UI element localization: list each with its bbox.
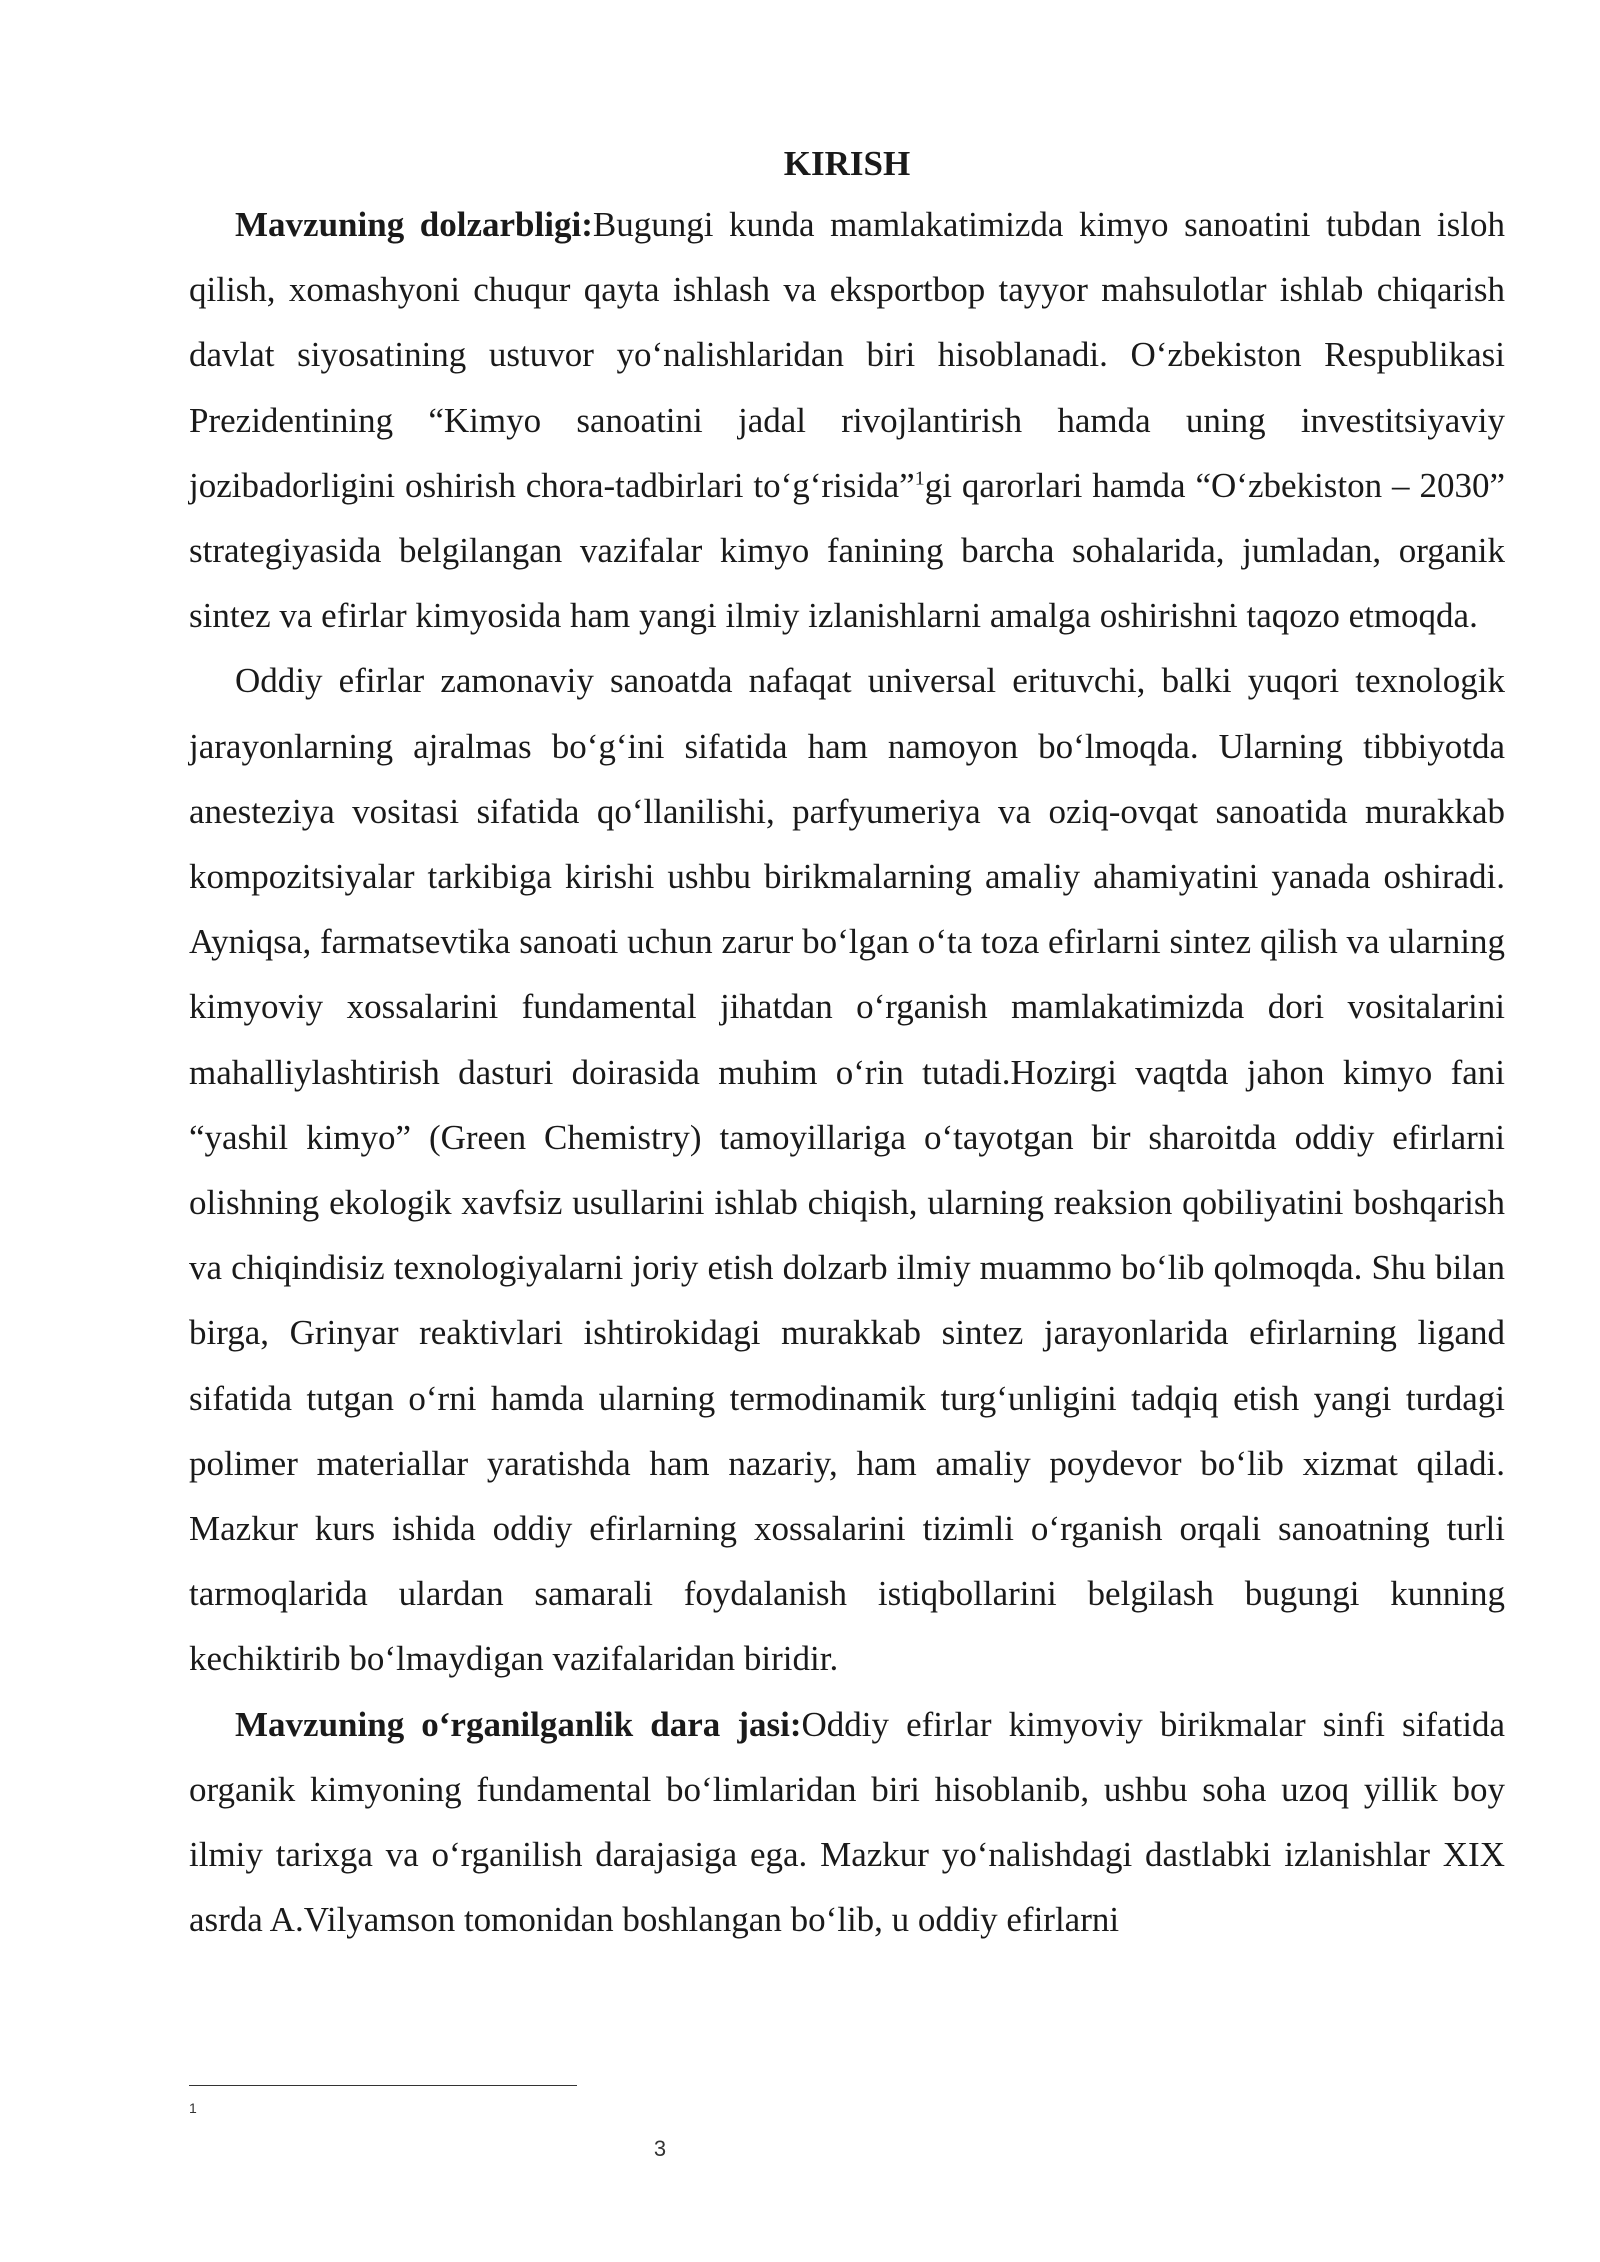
- paragraph-text-relevance-part2: gi qarorlari hamda “O‘zbekiston – 2030” strategiyasida belgilangan vazifalar kimyo fanining barcha sohalarida, jumladan, organik sintez va efirlar kimyosida ham yangi ilmiy izlanishlarni amalga oshirishni taqozo etmoqda.: [189, 465, 1506, 636]
- paragraph-text-relevance-part1: Bugungi kunda mamlakatimizda kimyo sanoatini tubdan isloh qilish, xomashyoni chuqur qayta ishlash va eksportbop tayyor mahsulotlar ishlab chiqarish davlat siyosatining ustuvor yo‘nalishlaridan biri hisoblanadi. O‘zbekiston Respublikasi Prezidentining “Kimyo sanoatini jadal rivojlantirish hamda uning investitsiyaviy jozibadorligini oshirish chora-tadbirlari to‘g‘risida”: [189, 205, 1505, 505]
- footnote-number: 1: [189, 2100, 197, 2116]
- footnote-reference[interactable]: 1: [914, 467, 925, 490]
- page-body: [189, 136, 1505, 1952]
- paragraph-ethers-applications: Oddiy efirlar zamonaviy sanoatda nafaqat universal erituvchi, balki yuqori texnologik jarayonlarning ajralmas bo‘g‘ini sifatida ham namoyon bo‘lmoqda. Ularning tibbiyotda anesteziya vositasi sifatida qo‘llanilishi, parfyumeriya va oziq-ovqat sanoatida murakkab kompozitsiyalar tarkibiga kirishi ushbu birikmalarning amaliy ahamiyatini yanada oshiradi. Ayniqsa, farmatsevtika sanoati uchun zarur bo‘lgan o‘ta toza efirlarni sintez qilish va ularning kimyoviy xossalarini fundamental jihatdan o‘rganish mamlakatimizda dori vositalarini mahalliylashtirish dasturi doirasida muhim o‘rin tutadi.Hozirgi vaqtda jahon kimyo fani “yashil kimyo” (Green Chemistry) tamoyillariga o‘tayotgan bir sharoitda oddiy efirlarni olishning ekologik xavfsiz usullarini ishlab chiqish, ularning reaksion qobiliyatini boshqarish va chiqindisiz texnologiyalarni joriy etish dolzarb ilmiy muammo bo‘lib qolmoqda. Shu bilan birga, Grinyar reaktivlari ishtirokidagi murakkab sintez jarayonlarida efirlarning ligand sifatida tutgan o‘rni hamda ularning termodinamik turg‘unligini tadqiq etish yangi turdagi polimer materiallar yaratishda ham nazariy, ham amaliy poydevor bo‘lib xizmat qiladi. Mazkur kurs ishida oddiy efirlarning xossalarini tizimli o‘rganish orqali sanoatning turli tarmoqlarida ulardan samarali foydalanish istiqbollarini belgilash bugungi kunning kechiktirib bo‘lmaydigan vazifalaridan biridir.: [189, 661, 1505, 1679]
- paragraph-lead-relevance: Mavzuning dolzarbligi:: [235, 205, 593, 244]
- paragraph-study-degree: [189, 1692, 1505, 1953]
- paragraph-text-study-degree: Oddiy efirlar kimyoviy birikmalar sinfi sifatida organik kimyoning fundamental bo‘limlaridan biri hisoblanib, ushbu soha uzoq yillik boy ilmiy tarixga va o‘rganilish darajasiga ega. Mazkur yo‘nalishdagi dastlabki izlanishlar XIX asrda A.Vilyamson tomonidan boshlangan bo‘lib, u oddiy efirlarni: [189, 1704, 1505, 1940]
- paragraph-lead-study-degree: Mavzuning o‘rganilganlik dara jasi:: [235, 1704, 802, 1744]
- footnote-separator: [189, 2085, 577, 2086]
- paragraph-relevance: [189, 192, 1505, 648]
- page-title: KIRISH: [783, 144, 911, 183]
- page-number: 3: [653, 2136, 667, 2161]
